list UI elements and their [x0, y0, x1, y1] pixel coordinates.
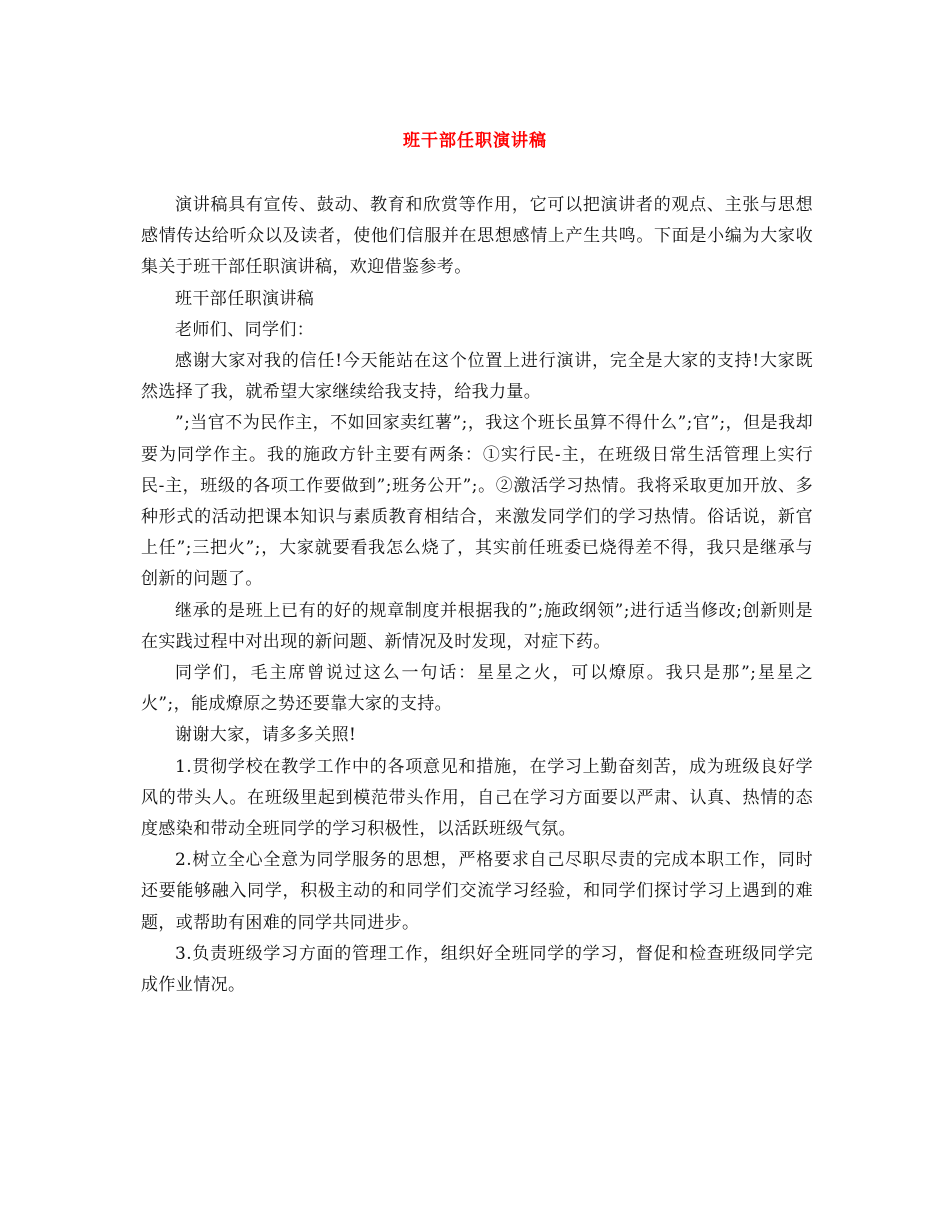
paragraph-subtitle: 班干部任职演讲稿	[175, 288, 315, 309]
paragraph-policy: ”;当官不为民作主，不如回家卖红薯”;，我这个班长虽算不得什么”;官”;，但是我却要为同学作主。我的施政方针主要有两条：①实行民-主，在班级日常生活管理上实行民-主，班级的各项工作要做到”;班务公开”;。②激活学习热情。我将采取更加开放、多种形式的活动把课本知识与素质教育相结合，来激发同学们的学习热情。俗话说，新官上任”;三把火”;，大家就要看我怎么烧了，其实前任班委已烧得差不得，我只是继承与创新的问题了。	[141, 413, 813, 590]
paragraph-item-2: 2.树立全心全意为同学服务的思想，严格要求自己尽职尽责的完成本职工作，同时还要能够融入同学，积极主动的和同学们交流学习经验，和同学们探讨学习上遇到的难题，或帮助有困难的同学共同进步。	[141, 850, 813, 933]
paragraph-thanks: 感谢大家对我的信任!今天能站在这个位置上进行演讲，完全是大家的支持!大家既然选择了我，就希望大家继续给我支持，给我力量。	[141, 351, 813, 403]
paragraph-intro: 演讲稿具有宣传、鼓动、教育和欣赏等作用，它可以把演讲者的观点、主张与思想感情传达给听众以及读者，使他们信服并在思想感情上产生共鸣。下面是小编为大家收集关于班干部任职演讲稿，欢迎借鉴参考。	[141, 195, 813, 278]
document-body	[141, 190, 813, 1001]
paragraph-salutation: 老师们、同学们：	[175, 319, 315, 340]
paragraph-item-3: 3.负责班级学习方面的管理工作，组织好全班同学的学习，督促和检查班级同学完成作业情况。	[141, 943, 813, 996]
paragraph-item-1: 1.贯彻学校在教学工作中的各项意见和措施，在学习上勤奋刻苦，成为班级良好学风的带头人。在班级里起到模范带头作用，自己在学习方面要以严肃、认真、热情的态度感染和带动全班同学的学习积极性，以活跃班级气氛。	[141, 756, 813, 840]
paragraph-inherit: 继承的是班上已有的好的规章制度并根据我的”;施政纲领”;进行适当修改;创新则是在实践过程中对出现的新问题、新情况及时发现，对症下药。	[141, 600, 813, 652]
document-title: 班干部任职演讲稿	[403, 131, 547, 151]
paragraph-spark: 同学们，毛主席曾说过这么一句话：星星之火，可以燎原。我只是那”;星星之火”;，能成燎原之势还要靠大家的支持。	[141, 663, 813, 715]
paragraph-closing: 谢谢大家，请多多关照!	[175, 725, 357, 746]
